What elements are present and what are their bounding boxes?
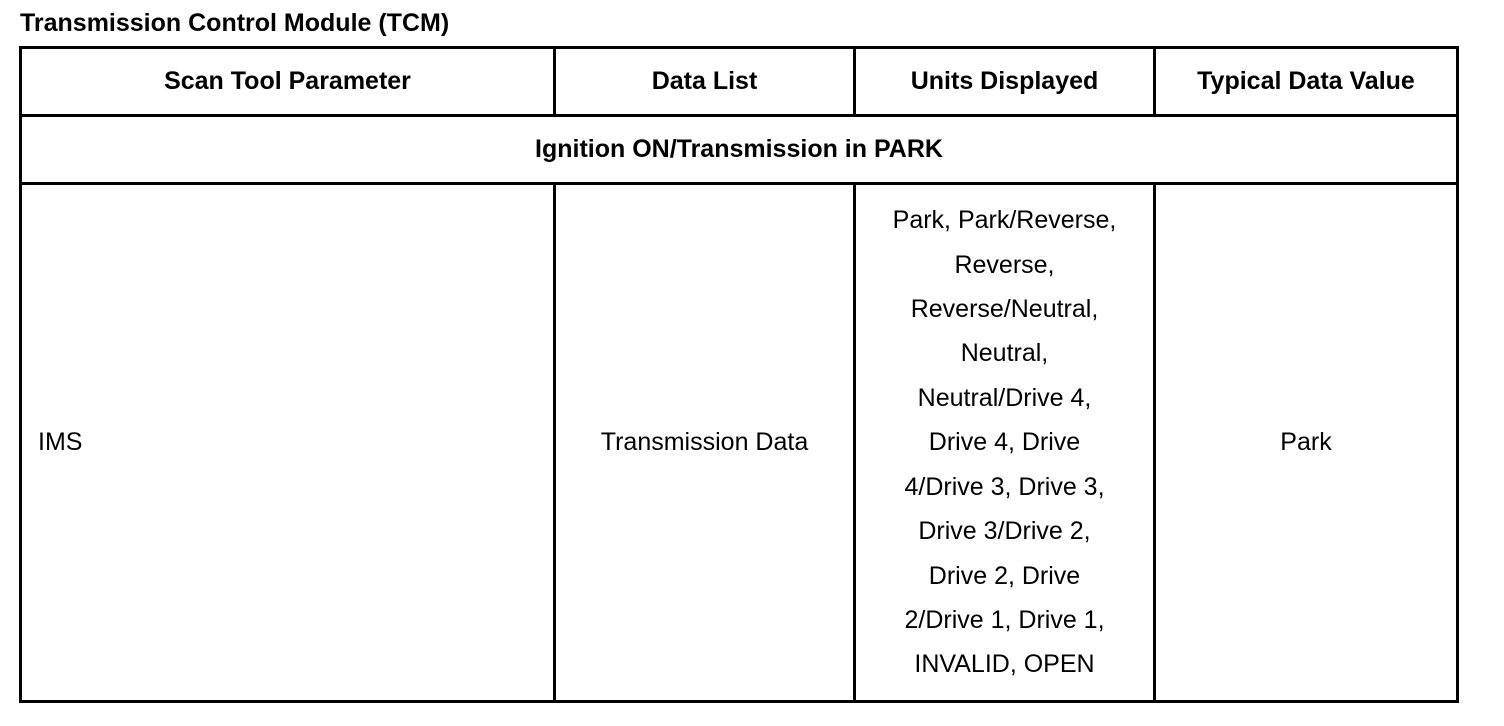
header-scan-tool-parameter: Scan Tool Parameter: [21, 48, 555, 116]
document-title: Transmission Control Module (TCM): [20, 9, 450, 37]
tcm-data-table: [19, 46, 1459, 703]
table-row: [21, 184, 1458, 702]
section-heading: Ignition ON/Transmission in PARK: [21, 116, 1458, 184]
header-typical-data-value: Typical Data Value: [1155, 48, 1458, 116]
table-header-row: [21, 48, 1458, 116]
header-data-list: Data List: [555, 48, 855, 116]
header-units-displayed: Units Displayed: [855, 48, 1155, 116]
section-row: [21, 116, 1458, 184]
units-displayed-text: Park, Park/Reverse, Reverse, Reverse/Neutral, Neutral, Neutral/Drive 4, Drive 4, Drive 4/Drive 3, Drive 3, Drive 3/Drive 2, Drive 2, Drive 2/Drive 1, Drive 1, INVALID, OPEN: [892, 206, 1117, 679]
cell-typical-value: Park: [1155, 184, 1458, 702]
cell-parameter: IMS: [21, 184, 555, 702]
cell-data-list: Transmission Data: [555, 184, 855, 702]
cell-units-displayed: [855, 184, 1155, 702]
